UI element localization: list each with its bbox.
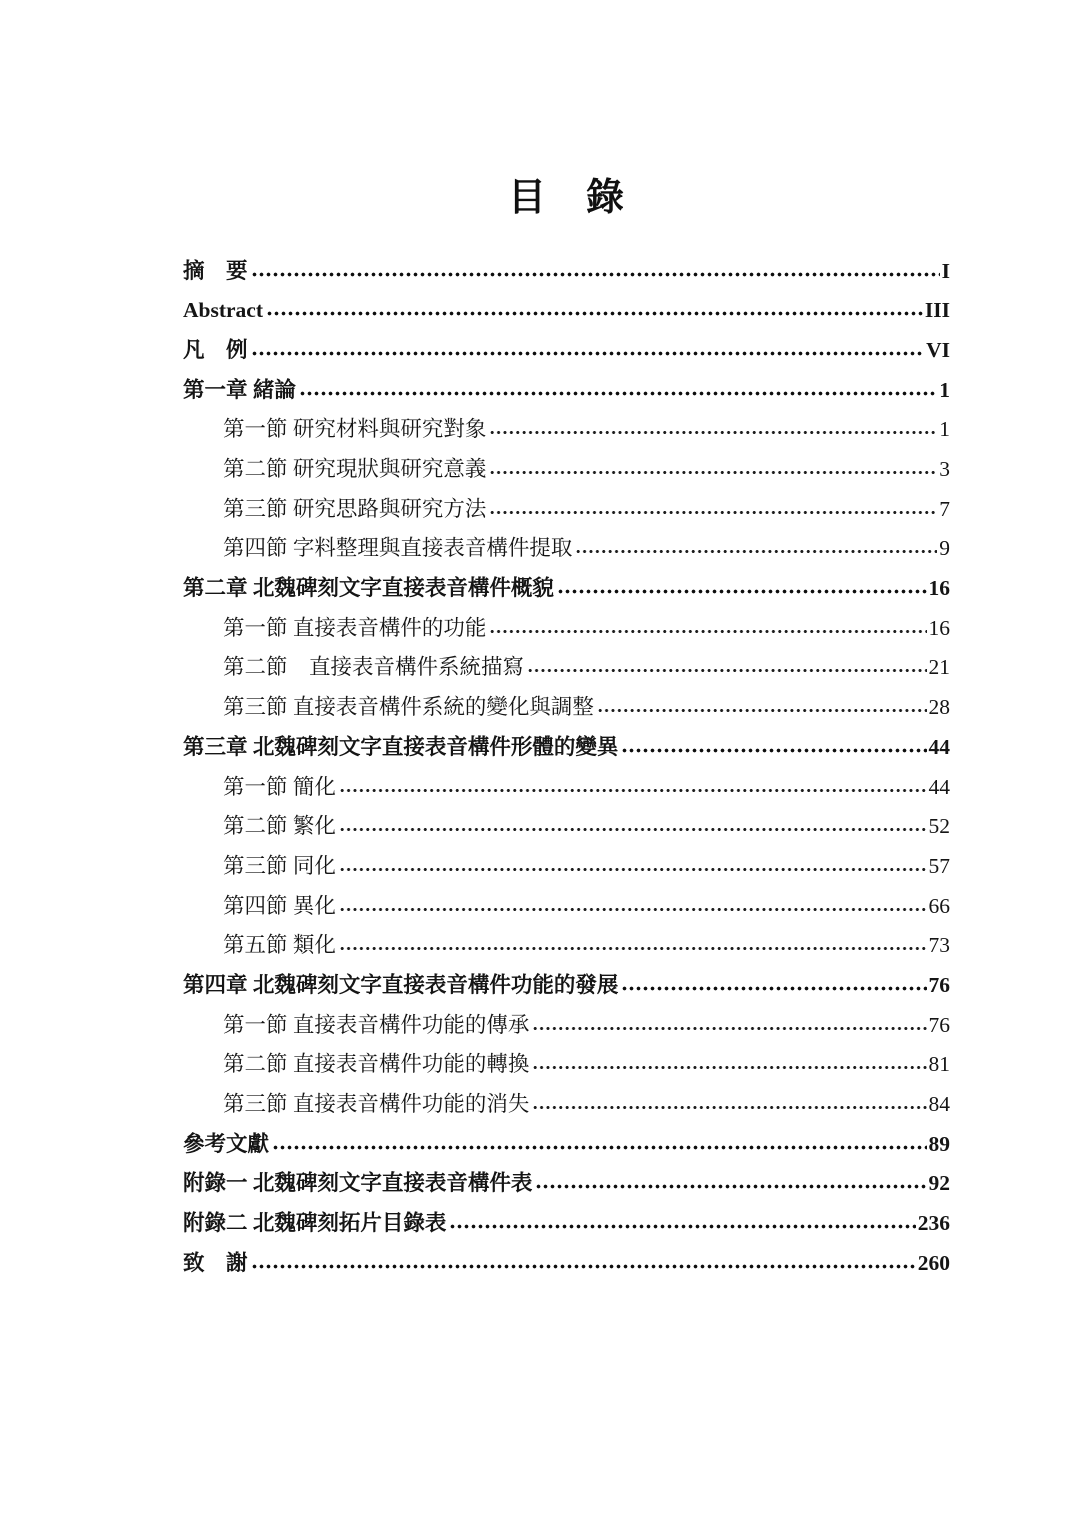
dot-leader [449, 1223, 915, 1230]
toc-page-number: 73 [928, 933, 950, 958]
toc-page-number: 260 [917, 1250, 950, 1275]
toc-entry [183, 1164, 950, 1204]
toc-entry [183, 569, 950, 609]
dot-leader [251, 1263, 916, 1270]
toc-page-number: 92 [928, 1171, 950, 1196]
toc-page-number: 66 [928, 893, 950, 918]
toc-list [183, 252, 950, 1284]
toc-entry [183, 807, 950, 847]
toc-entry-label: 凡 例 [183, 337, 248, 362]
toc-page-number: III [924, 298, 950, 323]
toc-entry-label: 第一章 緒論 [183, 377, 296, 402]
toc-entry [183, 648, 950, 688]
toc-entry [183, 847, 950, 887]
toc-entry-label: 第二節 直接表音構件功能的轉換 [223, 1052, 530, 1077]
toc-entry-label: 第一節 研究材料與研究對象 [223, 417, 487, 442]
toc-entry-label: 致 謝 [183, 1250, 248, 1275]
toc-entry [183, 1204, 950, 1244]
toc-entry [183, 1125, 950, 1165]
dot-leader [339, 906, 927, 913]
toc-page-number: 76 [928, 1012, 950, 1037]
dot-leader [557, 588, 927, 595]
toc-entry-label: 第三節 直接表音構件系統的變化與調整 [223, 695, 594, 720]
toc-page-number: 21 [928, 655, 950, 680]
toc-page-number: 1 [939, 377, 950, 402]
toc-entry [183, 291, 950, 331]
toc-entry-label: 第三節 同化 [223, 853, 336, 878]
dot-leader [532, 1104, 926, 1111]
dot-leader [339, 945, 927, 952]
dot-leader [621, 747, 926, 754]
dot-leader [489, 469, 937, 476]
dot-leader [535, 1183, 926, 1190]
toc-entry [183, 1085, 950, 1125]
dot-leader [489, 628, 926, 635]
toc-entry [183, 926, 950, 966]
toc-page-number: 81 [928, 1052, 950, 1077]
toc-page-number: 16 [928, 576, 950, 601]
dot-leader [597, 707, 927, 714]
toc-entry-label: 第四節 異化 [223, 893, 336, 918]
toc-page-number: 44 [928, 774, 950, 799]
toc-entry-label: 第一節 直接表音構件的功能 [223, 615, 487, 640]
toc-entry [183, 1045, 950, 1085]
toc-entry [183, 887, 950, 927]
toc-entry-label: 第四節 字料整理與直接表音構件提取 [223, 536, 573, 561]
page-content [183, 0, 950, 1283]
toc-entry-label: 附錄一 北魏碑刻文字直接表音構件表 [183, 1171, 533, 1196]
toc-entry-label: 摘 要 [183, 258, 248, 283]
dot-leader [532, 1064, 926, 1071]
toc-page-number: 57 [928, 853, 950, 878]
dot-leader [339, 826, 927, 833]
toc-page-number: I [941, 258, 950, 283]
dot-leader [339, 866, 927, 873]
toc-entry [183, 966, 950, 1006]
toc-page-number: 7 [939, 496, 950, 521]
toc-page-number: 9 [939, 536, 950, 561]
toc-page-number: 28 [928, 695, 950, 720]
toc-page-number: 52 [928, 814, 950, 839]
toc-entry-label: 參考文獻 [183, 1131, 270, 1156]
dot-leader [339, 787, 927, 794]
toc-entry [183, 768, 950, 808]
toc-page-number: 3 [939, 457, 950, 482]
toc-page-number: 76 [928, 972, 950, 997]
dot-leader [621, 985, 926, 992]
toc-entry-label: 第二節 繁化 [223, 814, 336, 839]
toc-page-number: 1 [939, 417, 950, 442]
toc-entry-label: 第三章 北魏碑刻文字直接表音構件形體的變異 [183, 734, 619, 759]
toc-entry-label: 第一節 簡化 [223, 774, 336, 799]
dot-leader [575, 548, 937, 555]
toc-entry-label: 第二章 北魏碑刻文字直接表音構件概貌 [183, 576, 554, 601]
toc-page-number: VI [926, 337, 950, 362]
toc-entry [183, 490, 950, 530]
toc-entry-label: 第五節 類化 [223, 933, 336, 958]
toc-page-number: 16 [928, 615, 950, 640]
toc-page-number: 44 [928, 734, 950, 759]
toc-entry-label: 第三節 直接表音構件功能的消失 [223, 1092, 530, 1117]
toc-entry [183, 410, 950, 450]
toc-page-number: 84 [928, 1092, 950, 1117]
toc-page-number: 236 [917, 1211, 950, 1236]
dot-leader [251, 271, 940, 278]
dot-leader [532, 1025, 926, 1032]
toc-entry [183, 688, 950, 728]
dot-leader [489, 429, 937, 436]
dot-leader [266, 310, 923, 317]
toc-entry-label: 第三節 研究思路與研究方法 [223, 496, 487, 521]
toc-entry [183, 529, 950, 569]
toc-entry [183, 252, 950, 292]
toc-entry [183, 1006, 950, 1046]
toc-entry [183, 331, 950, 371]
dot-leader [251, 350, 925, 357]
toc-entry-label: 附錄二 北魏碑刻拓片目錄表 [183, 1211, 447, 1236]
toc-entry [183, 371, 950, 411]
toc-entry [183, 728, 950, 768]
toc-entry [183, 1244, 950, 1284]
dot-leader [299, 390, 937, 397]
dot-leader [489, 509, 937, 516]
dot-leader [272, 1144, 926, 1151]
toc-entry-label: 第一節 直接表音構件功能的傳承 [223, 1012, 530, 1037]
toc-entry-label: 第四章 北魏碑刻文字直接表音構件功能的發展 [183, 972, 619, 997]
toc-entry-label: 第二節 研究現狀與研究意義 [223, 457, 487, 482]
toc-entry [183, 609, 950, 649]
toc-entry-label: Abstract [183, 298, 264, 323]
dot-leader [527, 667, 926, 674]
page-title: 目 錄 [507, 177, 625, 219]
toc-entry-label: 第二節 直接表音構件系統描寫 [223, 655, 525, 680]
toc-page-number: 89 [928, 1131, 950, 1156]
toc-entry [183, 450, 950, 490]
